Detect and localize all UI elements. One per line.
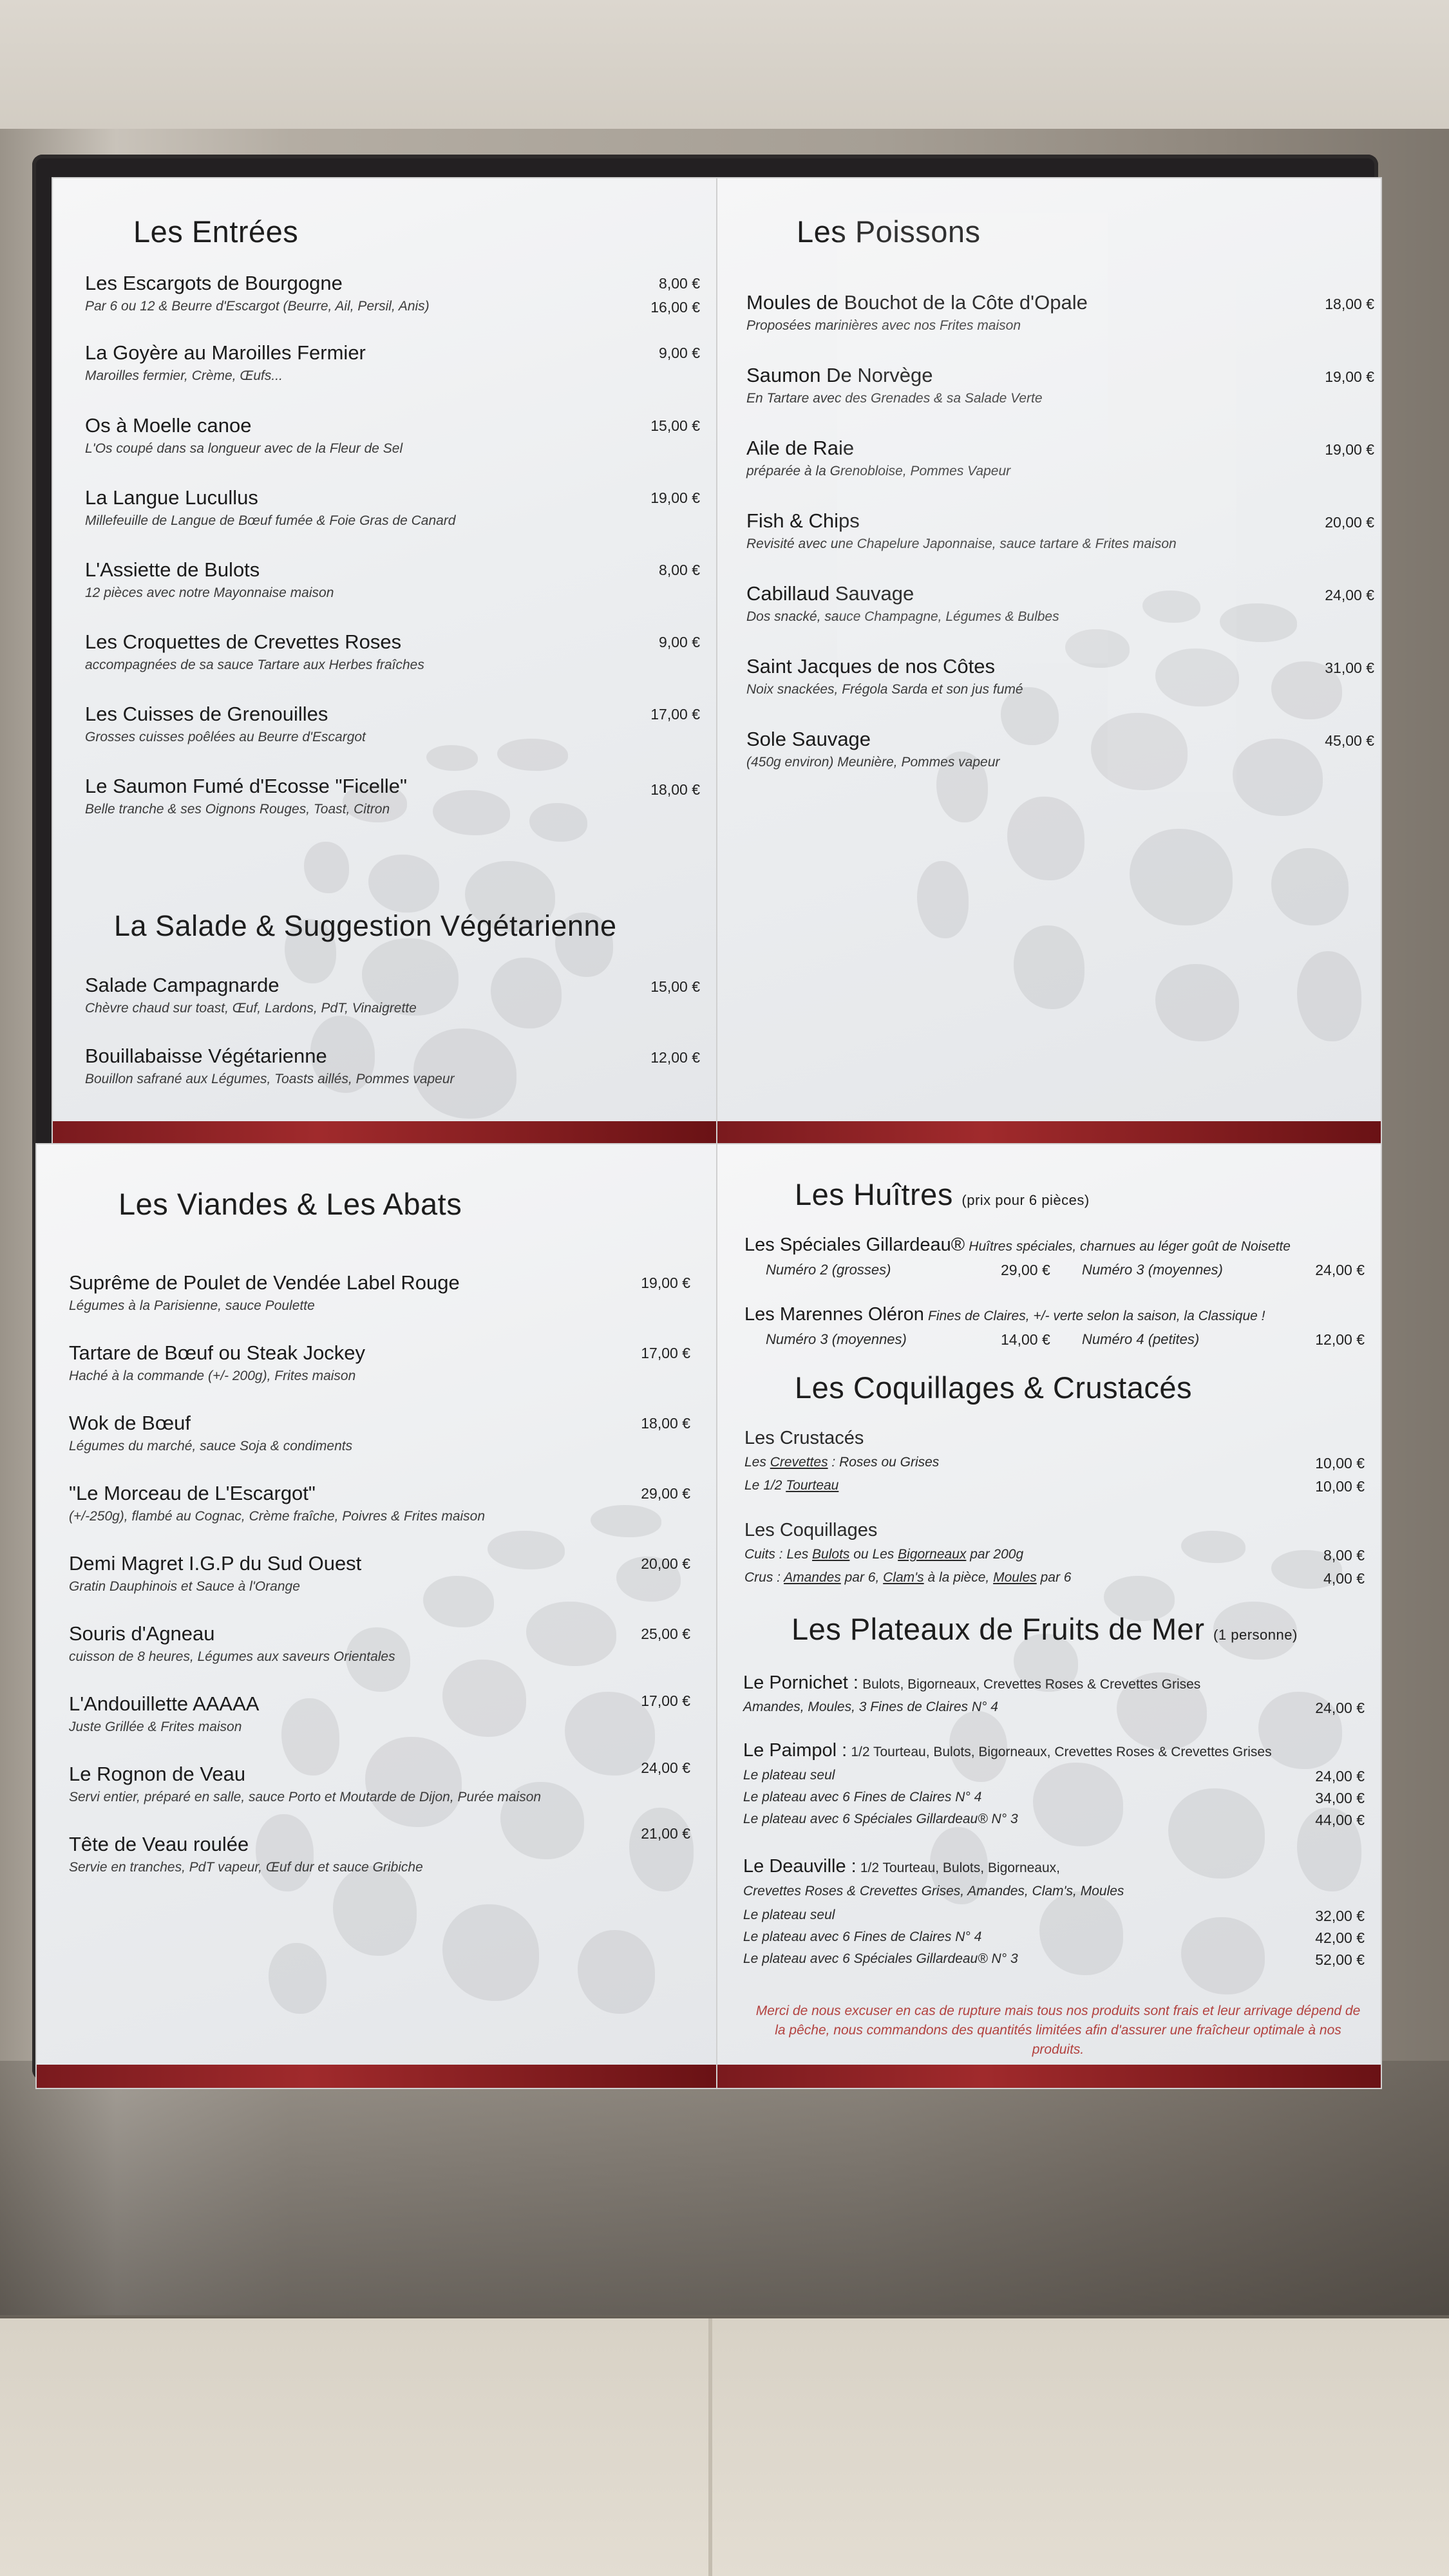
- item-price: 15,00 €: [650, 978, 700, 995]
- item-price: 8,00 €: [659, 275, 700, 292]
- item-name: Souris d'Agneau: [69, 1622, 215, 1645]
- stone-wall: [0, 2318, 1449, 2576]
- item-description: Par 6 ou 12 & Beurre d'Escargot (Beurre, Ail, Persil, Anis): [85, 299, 430, 314]
- section-title-viandes: Les Viandes & Les Abats: [118, 1187, 462, 1221]
- item-price: 8,00 €: [1323, 1547, 1365, 1564]
- item-description: 12 pièces avec notre Mayonnaise maison: [85, 585, 334, 600]
- item-description: Haché à la commande (+/- 200g), Frites maison: [69, 1368, 356, 1383]
- item-price: 12,00 €: [650, 1049, 700, 1066]
- item-price: 10,00 €: [1315, 1455, 1365, 1472]
- text: Bigorneaux: [898, 1547, 967, 1562]
- item-name: Les Escargots de Bourgogne: [85, 272, 343, 294]
- menu-item: [746, 437, 1010, 479]
- section-title-entrees: Les Entrées: [133, 214, 299, 249]
- item-price: 21,00 €: [641, 1825, 690, 1842]
- item-description: préparée à la Grenobloise, Pommes Vapeur: [746, 464, 1011, 478]
- menu-item: [69, 1412, 352, 1454]
- platter-contents: 1/2 Tourteau, Bulots, Bigorneaux, Crevettes Roses & Crevettes Grises: [851, 1745, 1272, 1759]
- item-description: Légumes à la Parisienne, sauce Poulette: [69, 1298, 315, 1313]
- text: Amandes: [784, 1570, 841, 1585]
- item-price: 29,00 €: [641, 1485, 690, 1502]
- item-price: 17,00 €: [641, 1692, 690, 1709]
- item-price: 24,00 €: [641, 1759, 690, 1776]
- menu-item: [69, 1271, 460, 1314]
- platter-contents: Bulots, Bigorneaux, Crevettes Roses & Crevettes Grises: [862, 1677, 1201, 1692]
- text: ou Les: [849, 1547, 898, 1562]
- text: Les: [744, 1455, 770, 1470]
- section-title-salade: La Salade & Suggestion Végétarienne: [114, 909, 617, 942]
- menu-item: [746, 509, 1177, 552]
- item-name: Aile de Raie: [746, 437, 855, 459]
- menu-item: [85, 341, 366, 384]
- item-price: 14,00 €: [1001, 1331, 1050, 1348]
- item-price: 45,00 €: [1325, 732, 1374, 749]
- disclaimer-note: Merci de nous excuser en cas de rupture mais tous nos produits sont frais et leur arrivage dépend de la pêche, nous commandons des quantités limitées afin d'assurer une fraîcheur optimale à nos produits.: [755, 2003, 1361, 2057]
- menu-item: [85, 775, 407, 817]
- platter-name: Le Paimpol :: [743, 1740, 848, 1761]
- menu-item: [69, 1763, 541, 1805]
- item-name: Tête de Veau roulée: [69, 1833, 249, 1855]
- item-price: 9,00 €: [659, 634, 700, 650]
- text: Crus :: [744, 1570, 784, 1585]
- text: Bulots: [812, 1547, 850, 1562]
- text: Crevettes: [770, 1455, 828, 1470]
- item-description: Fines de Claires, +/- verte selon la saison, la Classique !: [928, 1309, 1265, 1323]
- item-price: 8,00 €: [659, 562, 700, 578]
- item-description: (450g environ) Meunière, Pommes vapeur: [746, 755, 1000, 770]
- title-text: Les Huîtres: [795, 1177, 953, 1211]
- item-description: Servi entier, préparé en salle, sauce Porto et Moutarde de Dijon, Purée maison: [69, 1790, 542, 1804]
- item-name: Saint Jacques de nos Côtes: [746, 655, 996, 677]
- text: Cuits : Les: [744, 1547, 813, 1562]
- coquillages-line: [744, 1570, 1071, 1586]
- item-name: Sole Sauvage: [746, 728, 871, 750]
- item-name: "Le Morceau de L'Escargot": [69, 1482, 316, 1504]
- item-price: 52,00 €: [1315, 1951, 1365, 1968]
- section-title-plateaux: [791, 1611, 1298, 1647]
- section-title-coquillages: Les Coquillages & Crustacés: [795, 1370, 1192, 1405]
- title-text: Les Plateaux de Fruits de Mer: [791, 1612, 1205, 1646]
- platter-option: Le plateau seul: [743, 1908, 835, 1922]
- oyster-size: Numéro 4 (petites): [1082, 1331, 1200, 1347]
- menu-panel-fruits-de-mer: [716, 1143, 1382, 2089]
- oyster-size: Numéro 2 (grosses): [766, 1262, 891, 1278]
- menu-item: [746, 364, 1043, 406]
- item-description: (+/-250g), flambé au Cognac, Crème fraîche, Poivres & Frites maison: [69, 1509, 486, 1524]
- text: Le 1/2: [744, 1478, 786, 1493]
- item-price: 42,00 €: [1315, 1929, 1365, 1946]
- platter-option: Le plateau avec 6 Fines de Claires N° 4: [743, 1929, 982, 1944]
- item-price: 24,00 €: [1315, 1262, 1365, 1278]
- item-name: Les Spéciales Gillardeau®: [744, 1235, 965, 1255]
- section-title-poissons: Les Poissons: [797, 214, 981, 249]
- menu-item: [85, 486, 455, 529]
- platter-name: Le Deauville :: [743, 1856, 857, 1877]
- menu-item: [746, 291, 1088, 334]
- item-name: La Goyère au Maroilles Fermier: [85, 341, 366, 364]
- item-price: 18,00 €: [641, 1415, 690, 1432]
- item-description: Grosses cuisses poêlées au Beurre d'Escargot: [85, 730, 366, 744]
- item-name: Moules de Bouchot de la Côte d'Opale: [746, 291, 1088, 314]
- item-price: 18,00 €: [1325, 296, 1374, 312]
- item-description: Gratin Dauphinois et Sauce à l'Orange: [69, 1579, 300, 1594]
- subsection-coquillages: Les Coquillages: [744, 1520, 878, 1540]
- item-price: 9,00 €: [659, 345, 700, 361]
- crustaces-line: [744, 1455, 939, 1470]
- item-name: Cabillaud Sauvage: [746, 582, 914, 605]
- item-price: 20,00 €: [641, 1555, 690, 1572]
- item-price: 4,00 €: [1323, 1570, 1365, 1587]
- item-name: Le Saumon Fumé d'Ecosse "Ficelle": [85, 775, 408, 797]
- menu-item: [85, 974, 417, 1016]
- title-subtitle: (1 personne): [1213, 1627, 1298, 1643]
- title-subtitle: (prix pour 6 pièces): [961, 1192, 1090, 1208]
- text: Moules: [993, 1570, 1037, 1585]
- item-description: Millefeuille de Langue de Bœuf fumée & Foie Gras de Canard: [85, 513, 456, 528]
- item-name: Les Marennes Oléron: [744, 1304, 924, 1325]
- text: Clam's: [883, 1570, 924, 1585]
- item-description: Belle tranche & ses Oignons Rouges, Toast, Citron: [85, 802, 390, 817]
- menu-item: [746, 655, 1023, 697]
- platter-header: [743, 1856, 1060, 1877]
- item-price: 32,00 €: [1315, 1908, 1365, 1924]
- item-name: Saumon De Norvège: [746, 364, 933, 386]
- item-description: Maroilles fermier, Crème, Œufs...: [85, 368, 283, 383]
- item-price: 15,00 €: [650, 417, 700, 434]
- oyster-item: [744, 1235, 1291, 1256]
- menu-item: [85, 630, 424, 673]
- item-name: Fish & Chips: [746, 509, 860, 532]
- item-description: Dos snacké, sauce Champagne, Légumes & Bulbes: [746, 609, 1059, 624]
- menu-panel-entrees: [52, 177, 717, 1146]
- platter-name: Le Pornichet :: [743, 1672, 858, 1693]
- item-name: Tartare de Bœuf ou Steak Jockey: [69, 1341, 366, 1364]
- platter-contents: Crevettes Roses & Crevettes Grises, Amandes, Clam's, Moules: [743, 1884, 1124, 1899]
- item-price: 16,00 €: [650, 299, 700, 316]
- text: par 6: [1036, 1570, 1072, 1585]
- oyster-size: Numéro 3 (moyennes): [1082, 1262, 1223, 1278]
- frame-shadow: [0, 2061, 1449, 2325]
- item-description: Bouillon safrané aux Légumes, Toasts aillés, Pommes vapeur: [85, 1072, 455, 1086]
- item-price: 19,00 €: [641, 1274, 690, 1291]
- menu-item: [85, 703, 366, 745]
- oyster-size: Numéro 3 (moyennes): [766, 1331, 907, 1347]
- menu-item: [69, 1552, 361, 1595]
- item-name: Wok de Bœuf: [69, 1412, 191, 1434]
- item-description: Servie en tranches, PdT vapeur, Œuf dur et sauce Gribiche: [69, 1860, 423, 1875]
- item-description: Huîtres spéciales, charnues au léger goût de Noisette: [969, 1239, 1291, 1254]
- menu-item: [69, 1341, 365, 1384]
- platter-contents: 1/2 Tourteau, Bulots, Bigorneaux,: [860, 1861, 1060, 1875]
- coquillages-line: [744, 1547, 1023, 1562]
- item-description: Revisité avec une Chapelure Japonnaise, sauce tartare & Frites maison: [746, 536, 1177, 551]
- menu-item: [69, 1692, 259, 1735]
- item-price: 17,00 €: [641, 1345, 690, 1361]
- item-price: 12,00 €: [1315, 1331, 1365, 1348]
- item-price: 24,00 €: [1315, 1768, 1365, 1785]
- platter-option: Le plateau seul: [743, 1768, 835, 1783]
- item-name: Bouillabaisse Végétarienne: [85, 1045, 327, 1067]
- item-description: L'Os coupé dans sa longueur avec de la Fleur de Sel: [85, 441, 403, 456]
- item-price: 44,00 €: [1315, 1812, 1365, 1828]
- item-name: Demi Magret I.G.P du Sud Ouest: [69, 1552, 362, 1575]
- menu-item: [746, 728, 999, 770]
- platter-contents: Amandes, Moules, 3 Fines de Claires N° 4: [743, 1700, 998, 1714]
- item-name: Os à Moelle canoe: [85, 414, 252, 437]
- menu-item: [85, 414, 402, 457]
- crustaces-line: [744, 1478, 838, 1493]
- stone-joint: [708, 2318, 712, 2576]
- menu-item: [69, 1622, 395, 1665]
- item-price: 24,00 €: [1325, 587, 1374, 603]
- item-price: 10,00 €: [1315, 1478, 1365, 1495]
- item-price: 19,00 €: [1325, 441, 1374, 458]
- item-description: Proposées marinières avec nos Frites maison: [746, 318, 1021, 333]
- item-name: Les Croquettes de Crevettes Roses: [85, 630, 402, 653]
- platter-option: Le plateau avec 6 Spéciales Gillardeau® N° 3: [743, 1812, 1018, 1826]
- menu-panel-viandes: [35, 1143, 717, 2089]
- item-description: cuisson de 8 heures, Légumes aux saveurs Orientales: [69, 1649, 395, 1664]
- item-description: Légumes du marché, sauce Soja & condiments: [69, 1439, 353, 1454]
- section-title-huitres: [795, 1177, 1090, 1212]
- item-name: Suprême de Poulet de Vendée Label Rouge: [69, 1271, 460, 1294]
- item-name: Salade Campagnarde: [85, 974, 279, 996]
- item-price: 20,00 €: [1325, 514, 1374, 531]
- menu-item: [69, 1482, 485, 1524]
- item-price: 34,00 €: [1315, 1790, 1365, 1806]
- item-price: 29,00 €: [1001, 1262, 1050, 1278]
- item-name: L'Andouillette AAAAA: [69, 1692, 260, 1715]
- menu-item: [746, 582, 1059, 625]
- platter-header: [743, 1672, 1200, 1694]
- oyster-item: [744, 1304, 1265, 1325]
- platter-option: Le plateau avec 6 Fines de Claires N° 4: [743, 1790, 982, 1804]
- platter-option: Le plateau avec 6 Spéciales Gillardeau® N° 3: [743, 1951, 1018, 1966]
- item-name: La Langue Lucullus: [85, 486, 258, 509]
- item-price: 18,00 €: [650, 781, 700, 798]
- text: par 200g: [966, 1547, 1024, 1562]
- item-description: Chèvre chaud sur toast, Œuf, Lardons, PdT, Vinaigrette: [85, 1001, 417, 1016]
- item-price: 19,00 €: [1325, 368, 1374, 385]
- item-description: Juste Grillée & Frites maison: [69, 1719, 242, 1734]
- menu-item: [85, 558, 334, 601]
- text: : Roses ou Grises: [828, 1455, 940, 1470]
- item-price: 24,00 €: [1315, 1700, 1365, 1716]
- item-description: Noix snackées, Frégola Sarda et son jus fumé: [746, 682, 1023, 697]
- text: par 6,: [840, 1570, 884, 1585]
- platter-header: [743, 1740, 1272, 1761]
- text: à la pièce,: [923, 1570, 994, 1585]
- menu-item: [85, 272, 430, 314]
- item-price: 31,00 €: [1325, 659, 1374, 676]
- item-price: 25,00 €: [641, 1625, 690, 1642]
- menu-item: [69, 1833, 423, 1875]
- item-name: Le Rognon de Veau: [69, 1763, 246, 1785]
- item-price: 19,00 €: [650, 489, 700, 506]
- item-description: accompagnées de sa sauce Tartare aux Herbes fraîches: [85, 658, 424, 672]
- item-price: 17,00 €: [650, 706, 700, 723]
- menu-item: [85, 1045, 455, 1087]
- text: Tourteau: [786, 1478, 839, 1493]
- item-name: L'Assiette de Bulots: [85, 558, 260, 581]
- menu-panel-poissons: [716, 177, 1382, 1146]
- item-name: Les Cuisses de Grenouilles: [85, 703, 328, 725]
- item-description: En Tartare avec des Grenades & sa Salade Verte: [746, 391, 1043, 406]
- subsection-crustaces: Les Crustacés: [744, 1428, 864, 1448]
